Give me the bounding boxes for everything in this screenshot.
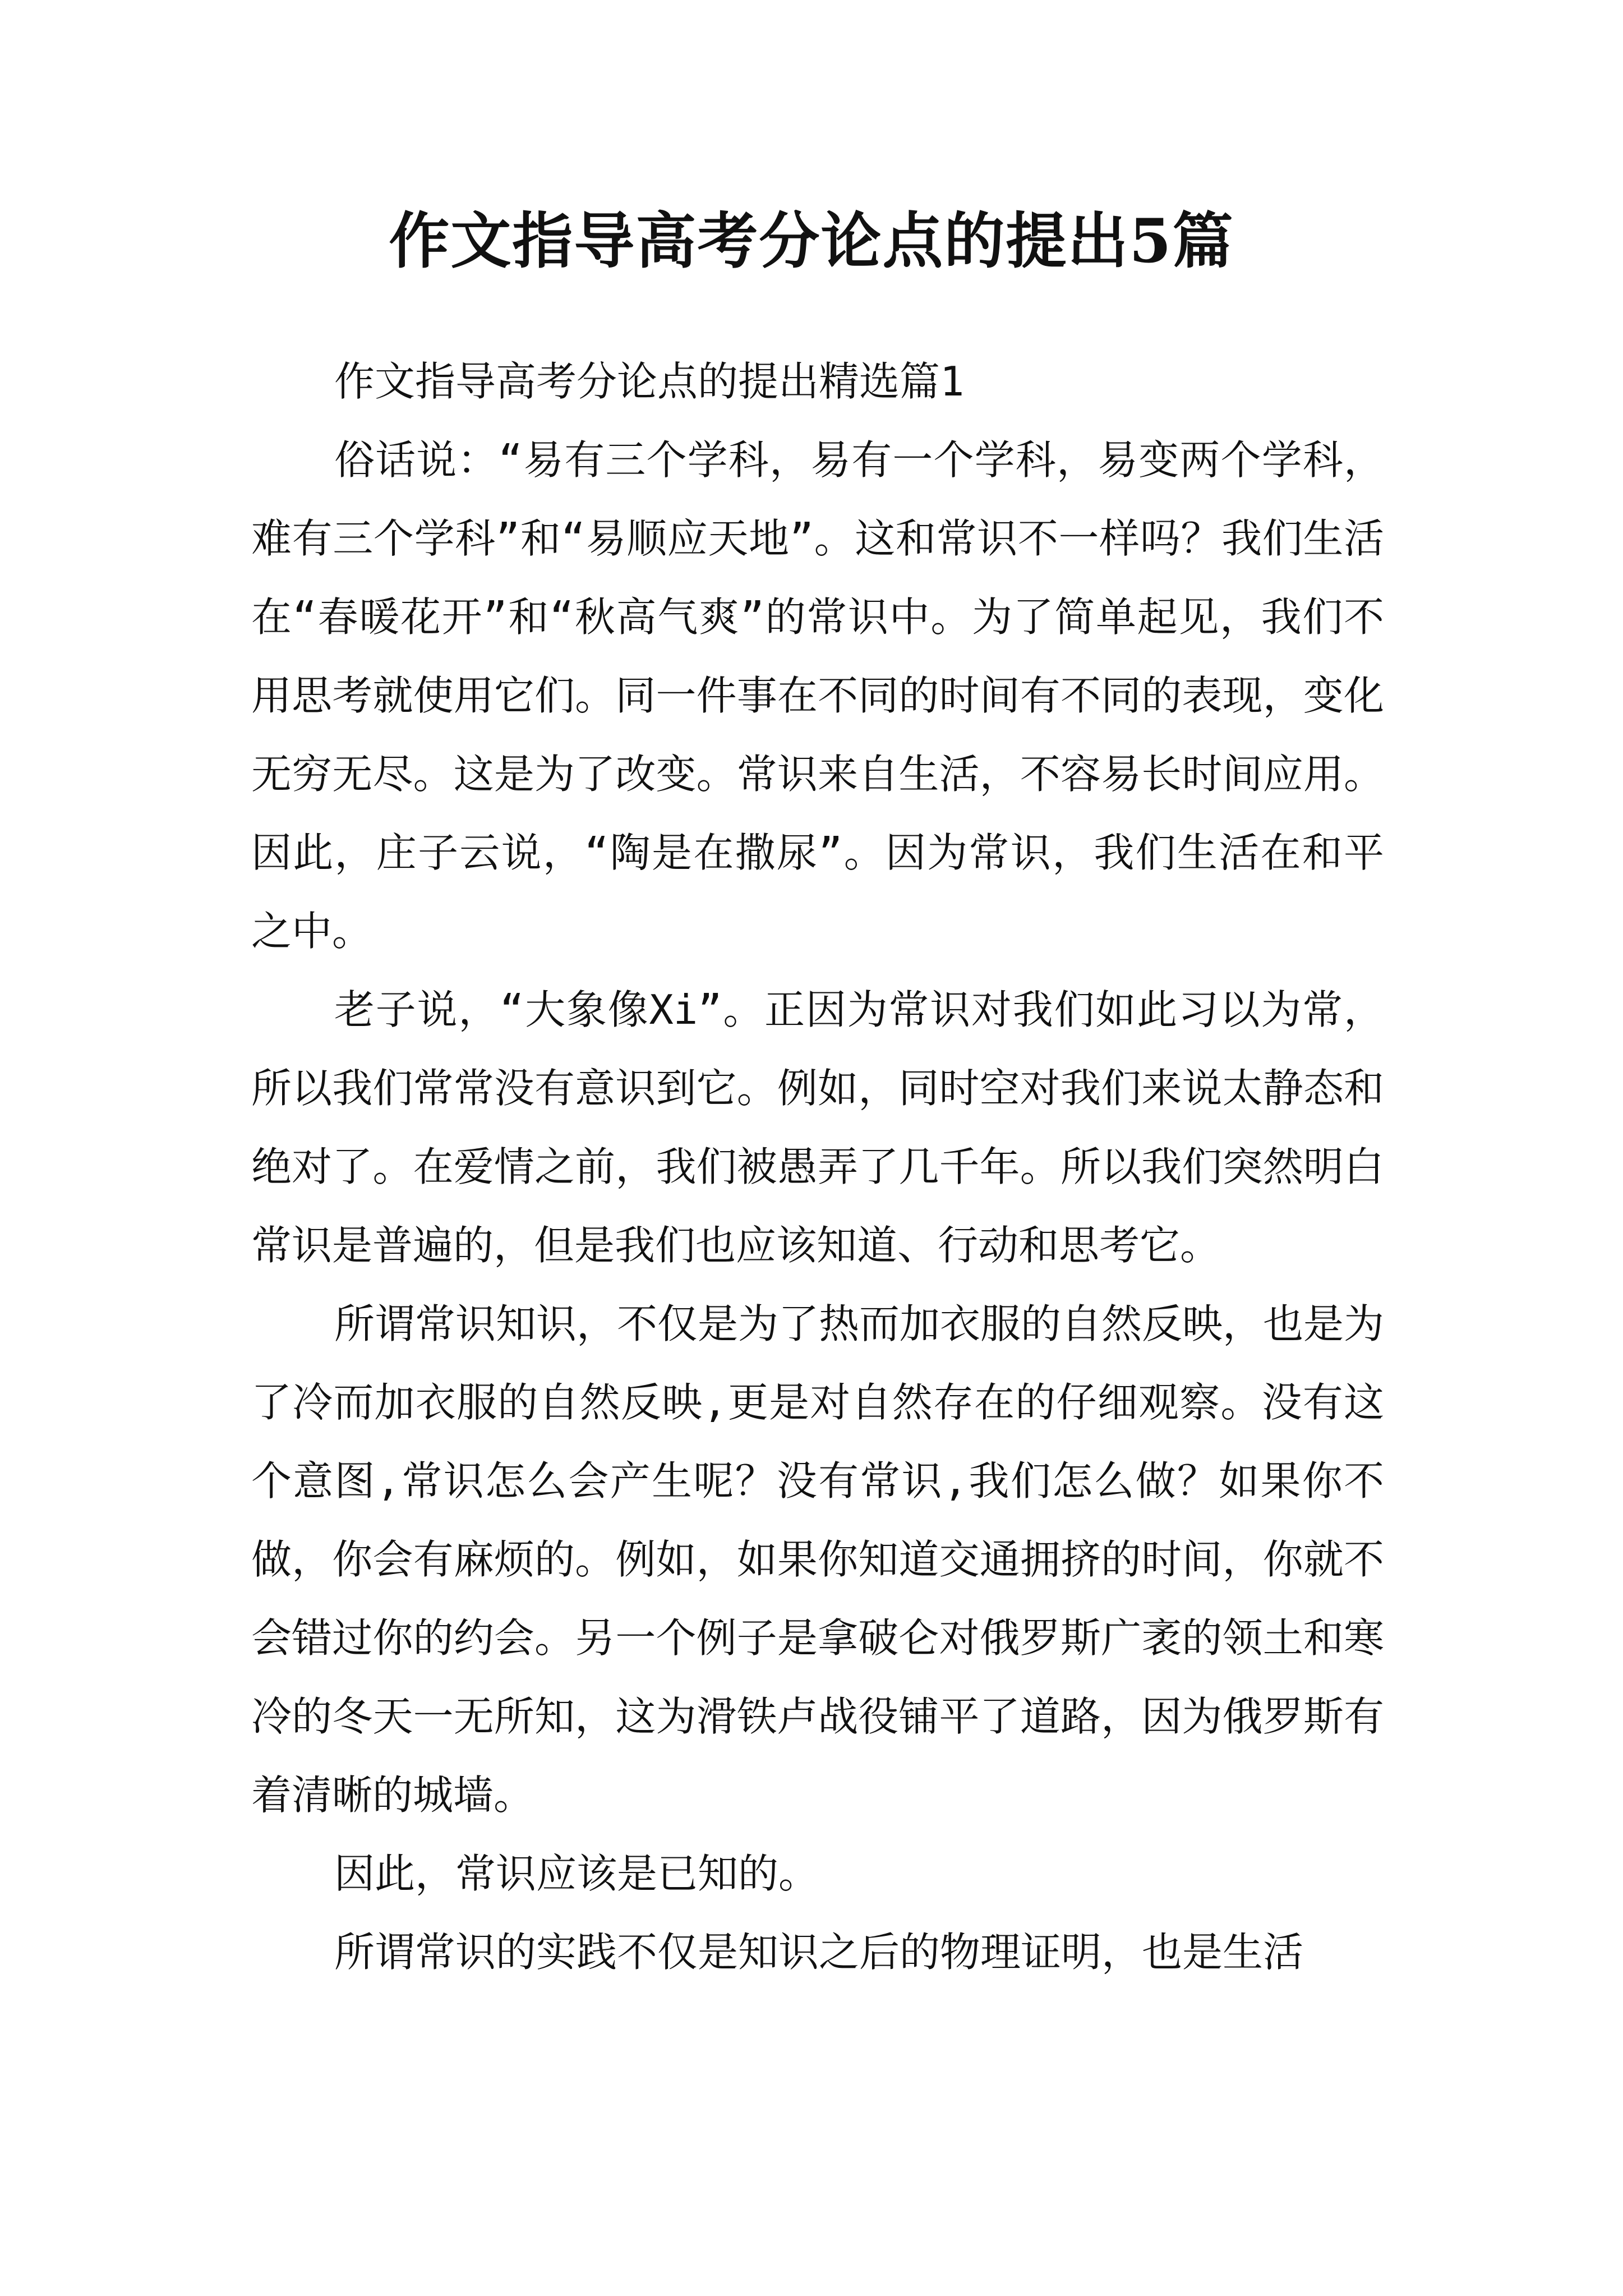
paragraph: 所谓常识知识，不仅是为了热而加衣服的自然反映，也是为了冷而加衣服的自然反映,更是对自然存在的仔细观察。没有这个意图,常识怎么会产生呢？没有常识,我们怎么做？如果你不做，你会有麻烦的。例如，如果你知道交通拥挤的时间，你就不会错过你的约会。另一个例子是拿破仑对俄罗斯广袤的领土和寒冷的冬天一无所知，这为滑铁卢战役铺平了道路，因为俄罗斯有着清晰的城墙。 <box>251 1300 1385 1819</box>
paragraph: 俗话说：“易有三个学科，易有一个学科，易变两个学科，难有三个学科”和“易顺应天地”。这和常识不一样吗？我们生活在“春暖花开”和“秋高气爽”的常识中。为了简单起见，我们不用思考就使用它们。同一件事在不同的时间有不同的表现，变化无穷无尽。这是为了改变。常识来自生活，不容易长时间应用。因此，庄子云说，“陶是在撒尿”。因为常识，我们生活在和平之中。 <box>251 436 1384 955</box>
document-title: 作文指导高考分论点的提出5篇 <box>389 206 1234 277</box>
document-body <box>251 342 1384 1991</box>
section-heading: 作文指导高考分论点的提出精选篇1 <box>334 358 965 405</box>
paragraph: 因此，常识应该是已知的。 <box>334 1850 819 1897</box>
paragraph: 老子说，“大象像Xi”。正因为常识对我们如此习以为常，所以我们常常没有意识到它。例如，同时空对我们来说太静态和绝对了。在爱情之前，我们被愚弄了几千年。所以我们突然明白常识是普遍的，但是我们也应该知道、行动和思考它。 <box>251 986 1384 1269</box>
paragraph: 所谓常识的实践不仅是知识之后的物理证明，也是生活 <box>334 1929 1304 1976</box>
